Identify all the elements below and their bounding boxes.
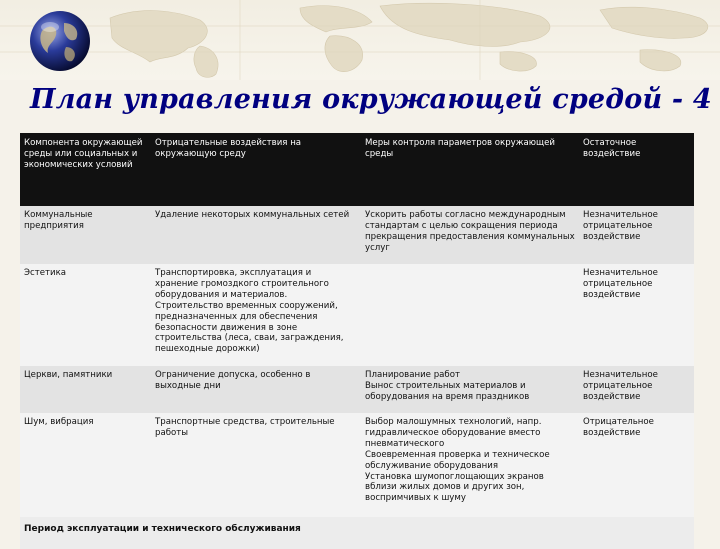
cell-residual: Отрицательное воздействие xyxy=(579,413,694,517)
cell-impacts: Транспортные средства, строительные работы xyxy=(151,413,361,517)
cell-component: Эстетика xyxy=(20,264,151,366)
table-row xyxy=(20,366,694,413)
period-label: Период эксплуатации и технического обслуживания xyxy=(20,517,694,549)
cell-impacts: Удаление некоторых коммунальных сетей xyxy=(151,206,361,264)
cell-component: Церкви, памятники xyxy=(20,366,151,413)
world-map-background xyxy=(0,0,720,80)
header-residual: Остаточное воздействие xyxy=(579,133,694,206)
cell-impacts: Транспортировка, эксплуатация и хранение громоздкого строительного оборудования и материалов. Строительство временных сооружений, предназначенных для обеспечения безопасности движения в зоне строительства (леса, сваи, заграждения, пешеходные дорожки) xyxy=(151,264,361,366)
table-header-row xyxy=(20,133,694,206)
page-title: План управления окружающей средой - 4 xyxy=(30,84,712,115)
environmental-plan-table xyxy=(20,133,694,549)
cell-impacts: Ограничение допуска, особенно в выходные дни xyxy=(151,366,361,413)
header-impacts: Отрицательные воздействия на окружающую среду xyxy=(151,133,361,206)
cell-measures: Выбор малошумных технологий, напр. гидравлическое оборудование вместо пневматического Своевременная проверка и техническое обслуживание оборудования Установка шумопоглощающих экранов вблизи жилых домов и других зон, воспримчивых к шуму xyxy=(361,413,579,517)
header-banner xyxy=(0,0,720,80)
cell-component: Коммунальные предприятия xyxy=(20,206,151,264)
table-row xyxy=(20,264,694,366)
cell-measures xyxy=(361,264,579,366)
globe-icon xyxy=(28,9,92,73)
cell-measures: Ускорить работы согласно международным стандартам с целью сокращения периода прекращения предоставления коммунальных услуг xyxy=(361,206,579,264)
table-row xyxy=(20,413,694,517)
header-measures: Меры контроля параметров окружающей среды xyxy=(361,133,579,206)
table-row xyxy=(20,206,694,264)
cell-residual: Незначительное отрицательное воздействие xyxy=(579,264,694,366)
cell-residual: Незначительное отрицательное воздействие xyxy=(579,206,694,264)
header-component: Компонента окружающей среды или социальных и экономических условий xyxy=(20,133,151,206)
period-section-row xyxy=(20,517,694,549)
cell-residual: Незначительное отрицательное воздействие xyxy=(579,366,694,413)
cell-component: Шум, вибрация xyxy=(20,413,151,517)
cell-measures: Планирование работ Вынос строительных материалов и оборудования на время праздников xyxy=(361,366,579,413)
